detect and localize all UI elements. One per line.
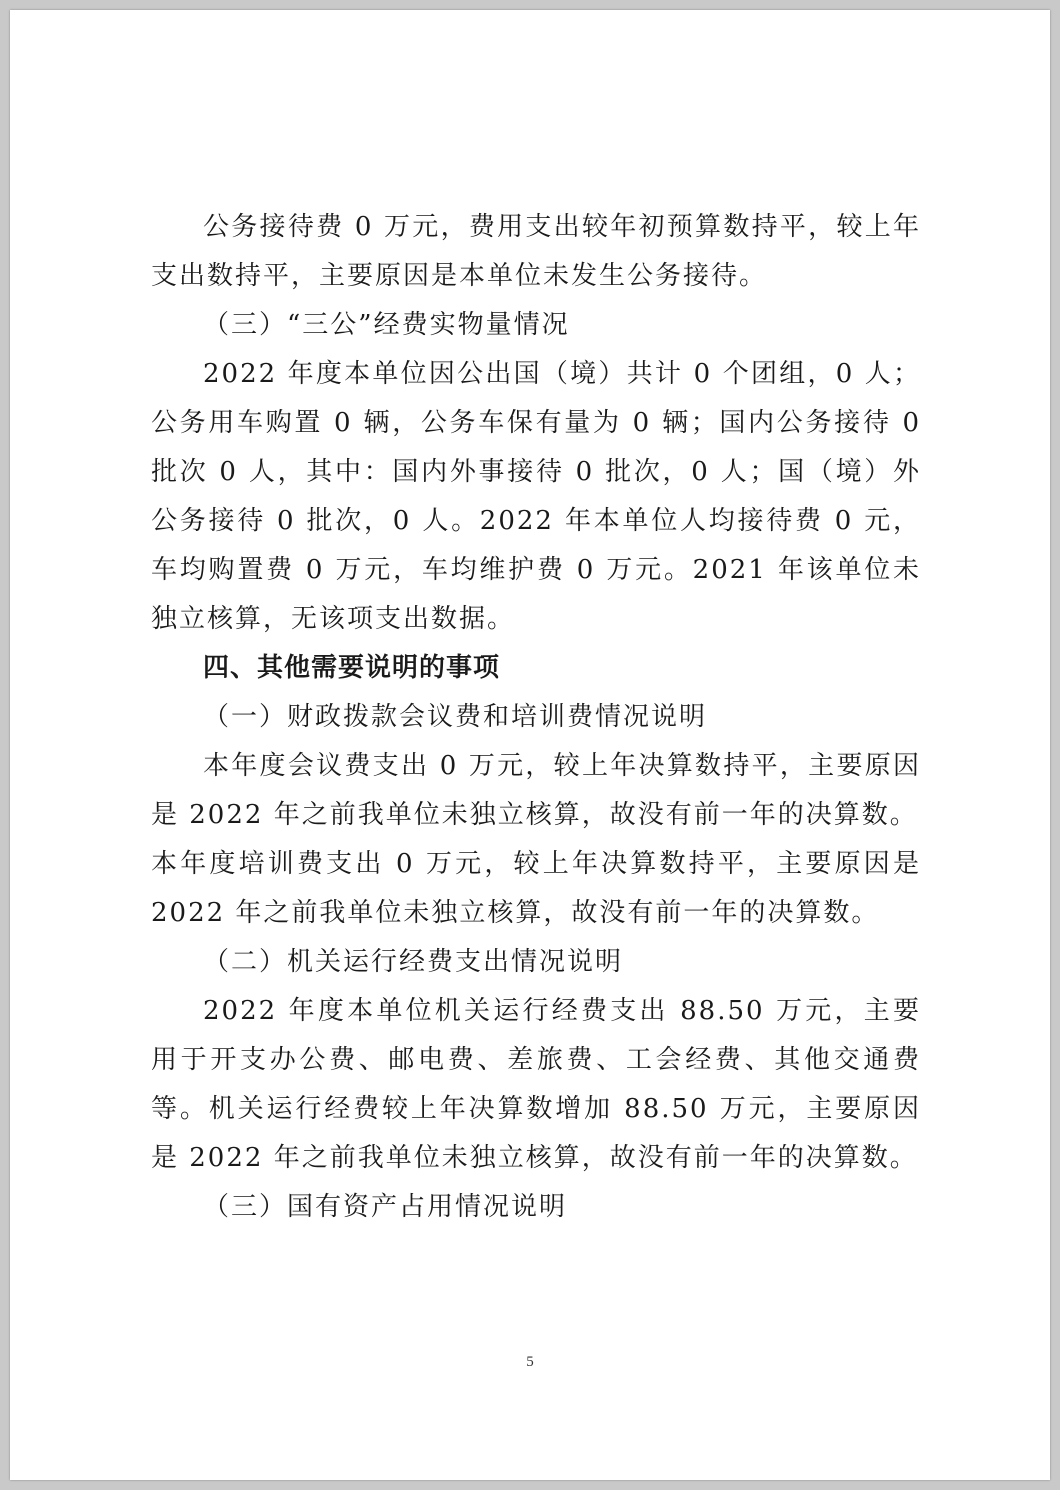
subheading-three-public-quantity: （三）“三公”经费实物量情况 bbox=[203, 310, 570, 340]
subheading-operating-expenses: （二）机关运行经费支出情况说明 bbox=[203, 947, 624, 977]
page-number: 5 bbox=[526, 1354, 534, 1370]
section-heading-other-matters: 四、其他需要说明的事项 bbox=[203, 653, 501, 683]
paragraph-meeting-fee: 本年度会议费支出 0 万元，较上年决算数持平，主要原因是 2022 年之前我单位未独立核算，故没有前一年的决算数。 bbox=[151, 751, 921, 830]
document-page bbox=[10, 10, 1050, 1480]
paragraph-three-public-details: 2022 年度本单位因公出国（境）共计 0 个团组，0 人；公务用车购置 0 辆，公务车保有量为 0 辆；国内公务接待 0 批次 0 人，其中：国内外事接待 0 批次，0 人；国（境）外公务接待 0 批次，0 人。2022 年本单位人均接待费 0 元，车均购置费 0 万元，车均维护费 0 万元。2021 年该单位未独立核算，无该项支出数据。 bbox=[151, 359, 921, 634]
paragraph-operating-expenses: 2022 年度本单位机关运行经费支出 88.50 万元，主要用于开支办公费、邮电费、差旅费、工会经费、其他交通费等。机关运行经费较上年决算数增加 88.50 万元，主要原因是 2022 年之前我单位未独立核算，故没有前一年的决算数。 bbox=[151, 996, 921, 1173]
document-body bbox=[151, 203, 921, 1232]
paragraph-reception-fee: 公务接待费 0 万元，费用支出较年初预算数持平，较上年支出数持平，主要原因是本单位未发生公务接待。 bbox=[151, 212, 921, 291]
subheading-state-assets: （三）国有资产占用情况说明 bbox=[203, 1192, 568, 1222]
paragraph-training-fee: 本年度培训费支出 0 万元，较上年决算数持平，主要原因是2022 年之前我单位未独立核算，故没有前一年的决算数。 bbox=[151, 849, 921, 928]
subheading-meeting-training-fees: （一）财政拨款会议费和培训费情况说明 bbox=[203, 702, 708, 732]
